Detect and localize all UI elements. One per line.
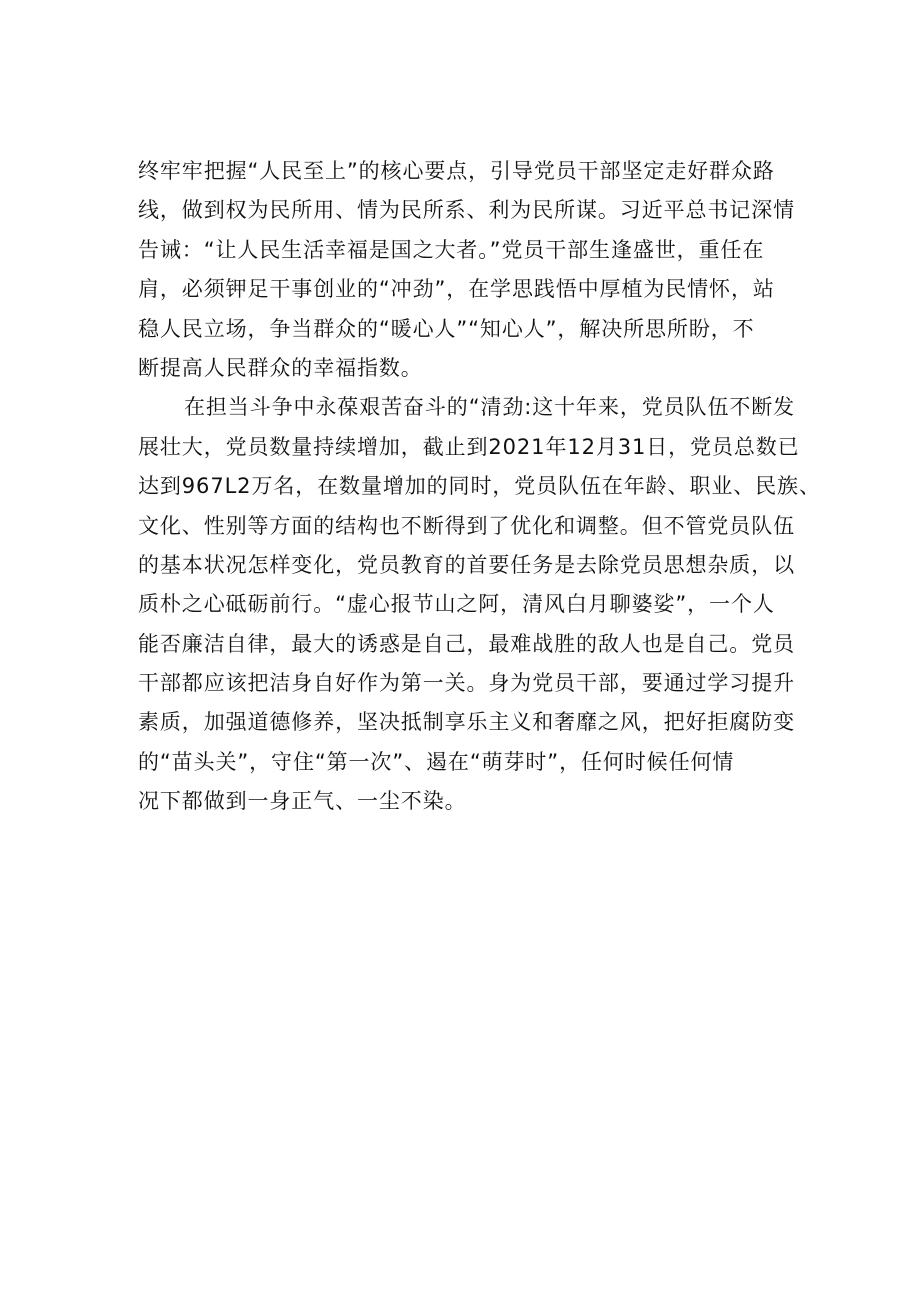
text-line: 在担当斗争中永葆艰苦奋斗的“清劲:这十年来，党员队伍不断发: [184, 395, 796, 420]
body-text: [138, 152, 821, 822]
text-line: 告诫：“让人民生活幸福是国之大者。”党员干部生逢盛世，重任在: [138, 237, 765, 262]
text-line: 终牢牢把握“人民至上”的核心要点，引导党员干部坚定走好群众路: [138, 159, 775, 183]
text-line: 展壮大，党员数量持续增加，截止到2021年12月31日，党员总数已: [138, 434, 800, 459]
text-line: 干部都应该把洁身自好作为第一关。身为党员干部，要通过学习提升: [138, 671, 795, 696]
text-line: 质朴之心砥砺前行。“虚心报节山之阿，清风白月聊婆娑”，一个人: [138, 592, 775, 617]
text-line: 肩，必须钾足干事创业的“冲劲”，在学思践悟中厚植为民情怀，站: [138, 277, 775, 302]
text-line: 况下都做到一身正气、一尘不染。: [138, 789, 467, 814]
paragraph-2: [138, 388, 821, 821]
text-line: 文化、性别等方面的结构也不断得到了优化和调整。但不管党员队伍: [138, 513, 795, 538]
text-line: 断提高人民群众的幸福指数。: [138, 355, 423, 380]
text-line: 能否廉洁自律，最大的诱惑是自己，最难战胜的敌人也是自己。党员: [138, 631, 795, 656]
text-line: 的“苗头关”，守住“第一次”、遏在“萌芽时”，任何时候任何情: [138, 749, 735, 774]
text-line: 素质，加强道德修养，坚决抵制享乐主义和奢靡之风，把好拒腐防变: [138, 710, 795, 735]
paragraph-1: [138, 152, 798, 388]
text-line: 稳人民立场，争当群众的“暖心人”“知心人”，解决所思所盼，不: [138, 316, 755, 341]
text-line: 的基本状况怎样变化，党员教育的首要任务是去除党员思想杂质，以: [138, 552, 795, 577]
text-line: 达到967L2万名，在数量增加的同时，党员队伍在年龄、职业、民族、: [138, 474, 821, 499]
text-line: 线，做到权为民所用、情为民所系、利为民所谋。习近平总书记深情: [138, 198, 795, 223]
